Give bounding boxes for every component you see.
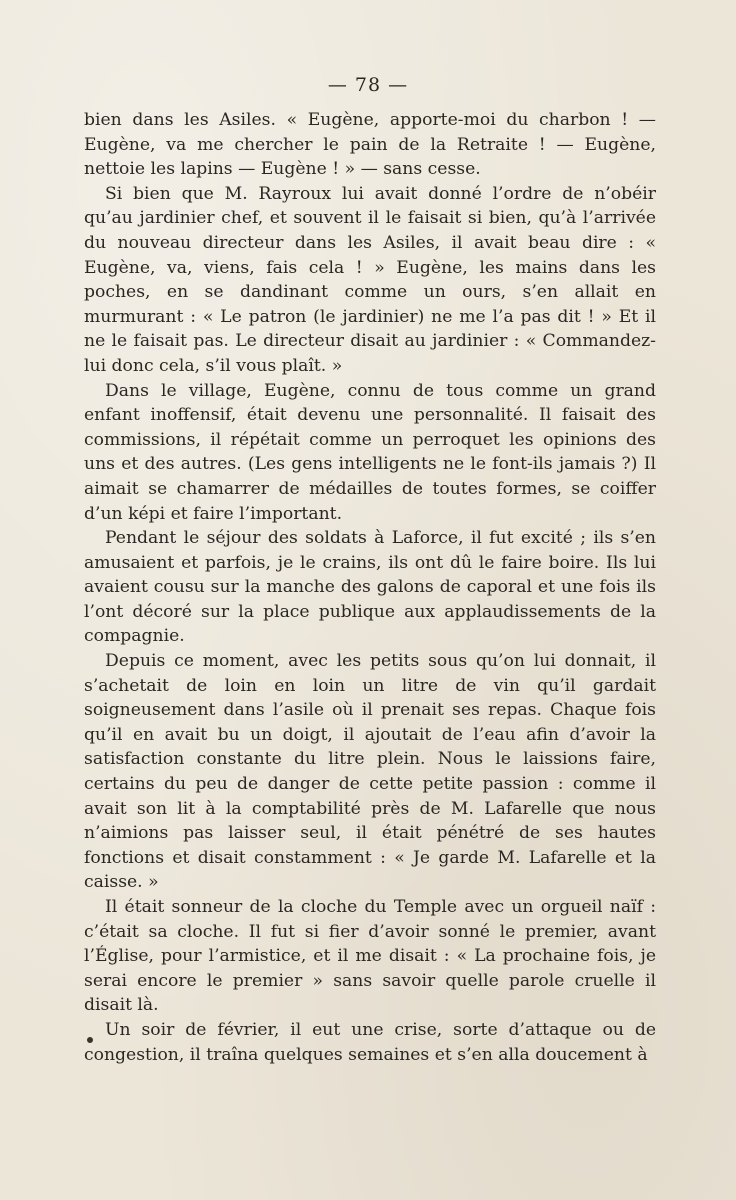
paragraph: Il était sonneur de la cloche du Temple avec un orgueil naïf : c’était sa cloche. Il fut si fier d’avoir sonné le premier, avant l’Église, pour l’armistice, et il me disait : « La prochaine fois, je serai encore le premier » sans savoir quelle parole cruelle il disait là. (84, 897, 656, 1016)
paragraph-continuation: bien dans les Asiles. « Eugène, apporte-moi du charbon ! — Eugène, va me chercher le pain de la Retraite ! — Eugène, nettoie les lapins — Eugène ! » — sans cesse. (84, 110, 656, 180)
ink-speck (87, 1037, 93, 1043)
paragraph: Dans le village, Eugène, connu de tous comme un grand enfant inoffensif, était devenu une personnalité. Il faisait des commissions, il répétait comme un perroquet les opinions des uns et des autres. (Les gens intelligents ne le font-ils jamais ?) Il aimait se chamarrer de médailles de toutes formes, se coiffer d’un képi et faire l’important. (84, 380, 656, 524)
paragraph: Pendant le séjour des soldats à Laforce, il fut excité ; ils s’en amusaient et parfois, je le crains, ils ont dû le faire boire. Ils lui avaient cousu sur la manche des galons de caporal et une fois ils l’ont décoré sur la place publique aux applaudissements de la compagnie. (84, 528, 656, 647)
paragraph: Si bien que M. Rayroux lui avait donné l’ordre de n’obéir qu’au jardinier chef, et souvent il le faisait si bien, qu’à l’arrivée du nouveau directeur dans les Asiles, il avait beau dire : « Eugène, va, viens, fais cela ! » Eugène, les mains dans les poches, en se dandinant comme un ours, s’en allait en murmurant : « Le patron (le jardinier) ne me l’a pas dit ! » Et il ne le faisait pas. Le directeur disait au jardinier : « Commandez-lui donc cela, s’il vous plaît. » (84, 183, 656, 376)
paragraph: Depuis ce moment, avec les petits sous qu’on lui donnait, il s’achetait de loin en loin un litre de vin qu’il gardait soigneusement dans l’asile où il prenait ses repas. Chaque fois qu’il en avait bu un doigt, il ajoutait de l’eau afin d’avoir la satisfaction constante du litre plein. Nous le laissions faire, certains du peu de danger de cette petite passion : comme il avait son lit à la comptabilité près de M. Lafarelle que nous n’aimions pas laisser seul, il était pénétré de ses hautes fonctions et disait constamment : « Je garde M. Lafarelle et la caisse. » (84, 651, 656, 893)
page-number: — 78 — (327, 74, 409, 96)
paragraph-final: Un soir de février, il eut une crise, sorte d’attaque ou de congestion, il traîna quelques semaines et s’en alla doucement à (84, 1019, 656, 1065)
body-text (84, 108, 656, 1067)
